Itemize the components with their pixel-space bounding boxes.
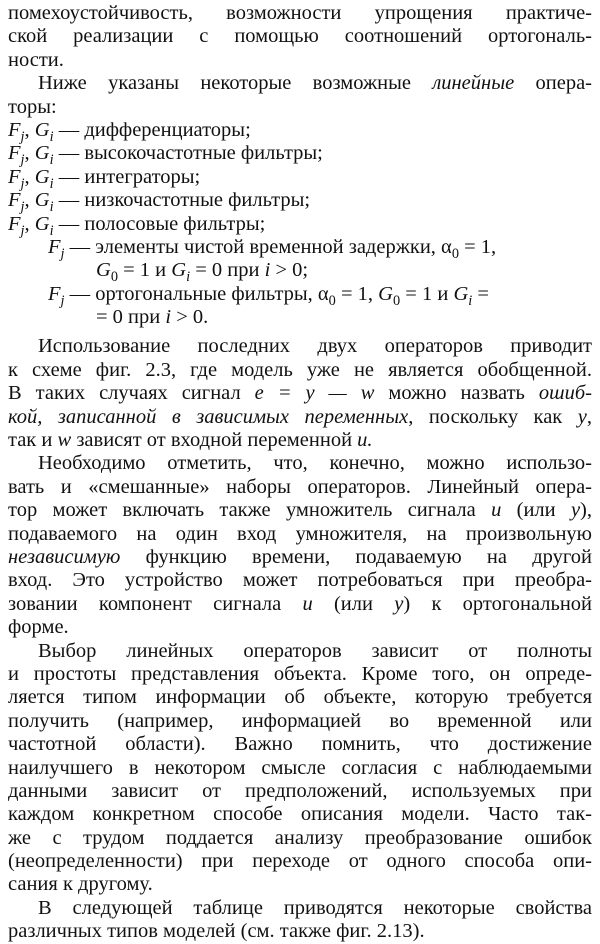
- operator-item: $F_j$, $G_i$ — низкочастотные фильтры;: [8, 189, 311, 216]
- text-line: данными зависит от предположений, используемых при: [8, 779, 592, 802]
- operator-item: $F_j$, $G_i$ — высокочастотные фильтры;: [8, 142, 323, 169]
- text-line: ности.: [8, 48, 64, 71]
- text-line: получить (например, информацией во временной или: [8, 709, 592, 732]
- operator-item: $F_j$, $G_i$ — полосовые фильтры;: [8, 212, 266, 239]
- text-line: В таких случаях сигнал e = y — w можно назвать ошиб-: [8, 382, 592, 405]
- text-line: подаваемого на один вход умножителя, на произвольную: [8, 522, 592, 545]
- text-line: торы:: [8, 95, 57, 118]
- operator-item: $F_j$, $G_i$ — дифференциаторы;: [8, 118, 251, 146]
- operator-item: $F_j$ — ортогональные фильтры, $\alpha_0 = 1$, $G_0 = 1$ и $G_i$ =: [48, 282, 489, 309]
- text-line: сания к другому.: [8, 873, 153, 896]
- text-line: к схеме фиг. 2.3, где модель уже не является обобщенной.: [8, 358, 592, 381]
- text-line: же с трудом поддается анализу преобразование ошибок: [8, 826, 592, 849]
- operator-item-continuation: = 0 при i > 0.: [96, 306, 209, 329]
- text-line: независимую функцию времени, подаваемую на другой: [8, 545, 592, 568]
- text-line: частотной области). Важно помнить, что достижение: [8, 733, 592, 756]
- text-line: форме.: [8, 616, 69, 639]
- text-line: наилучшего в некотором смысле согласия с наблюдаемыми: [8, 756, 592, 779]
- text-line: Необходимо отметить, что, конечно, можно использо-: [38, 452, 592, 475]
- text-line: Использование последних двух операторов приводит: [38, 335, 592, 358]
- text-line: вход. Это устройство может потребоваться при преобра-: [8, 569, 592, 592]
- text-line: зовании компонент сигнала u (или y) к ортогональной: [8, 592, 593, 615]
- text-line: тор может включать также умножитель сигнала u (или y),: [8, 499, 592, 522]
- operator-item: $F_j$, $G_i$ — интеграторы;: [8, 165, 201, 192]
- text-line: Выбор линейных операторов зависит от полноты: [38, 639, 592, 662]
- operator-item-continuation: $G_0 = 1$ и $G_i = 0$ при i > 0;: [96, 259, 309, 286]
- text-line: так и w зависят от входной переменной u.: [8, 429, 373, 452]
- text-line: ской реализации с помощью соотношений ортогональ-: [8, 25, 592, 48]
- text-line: различных типов моделей (см. также фиг. 2.13).: [8, 920, 425, 943]
- text-line: помехоустойчивость, возможности упрощения практиче-: [8, 2, 592, 24]
- text-line: и простоты представления объекта. Кроме того, он опреде-: [8, 662, 592, 685]
- text-line: ляется типом информации об объекте, которую требуется: [8, 686, 592, 709]
- text-line: кой, записанной в зависимых переменных, поскольку как y,: [8, 405, 592, 428]
- text-line: В следующей таблице приводятся некоторые свойства: [38, 896, 592, 919]
- text-line: Ниже указаны некоторые возможные линейные опера-: [38, 72, 592, 95]
- text-line: вать и «смешанные» наборы операторов. Линейный опера-: [8, 475, 592, 498]
- text-line: (неопределенности) при переходе от одного способа опи-: [8, 850, 592, 873]
- text-line: каждом конкретном способе описания модели. Часто так-: [8, 803, 592, 826]
- operator-item: $F_j$ — элементы чистой временной задержки, $\alpha_0 = 1$,: [48, 235, 497, 262]
